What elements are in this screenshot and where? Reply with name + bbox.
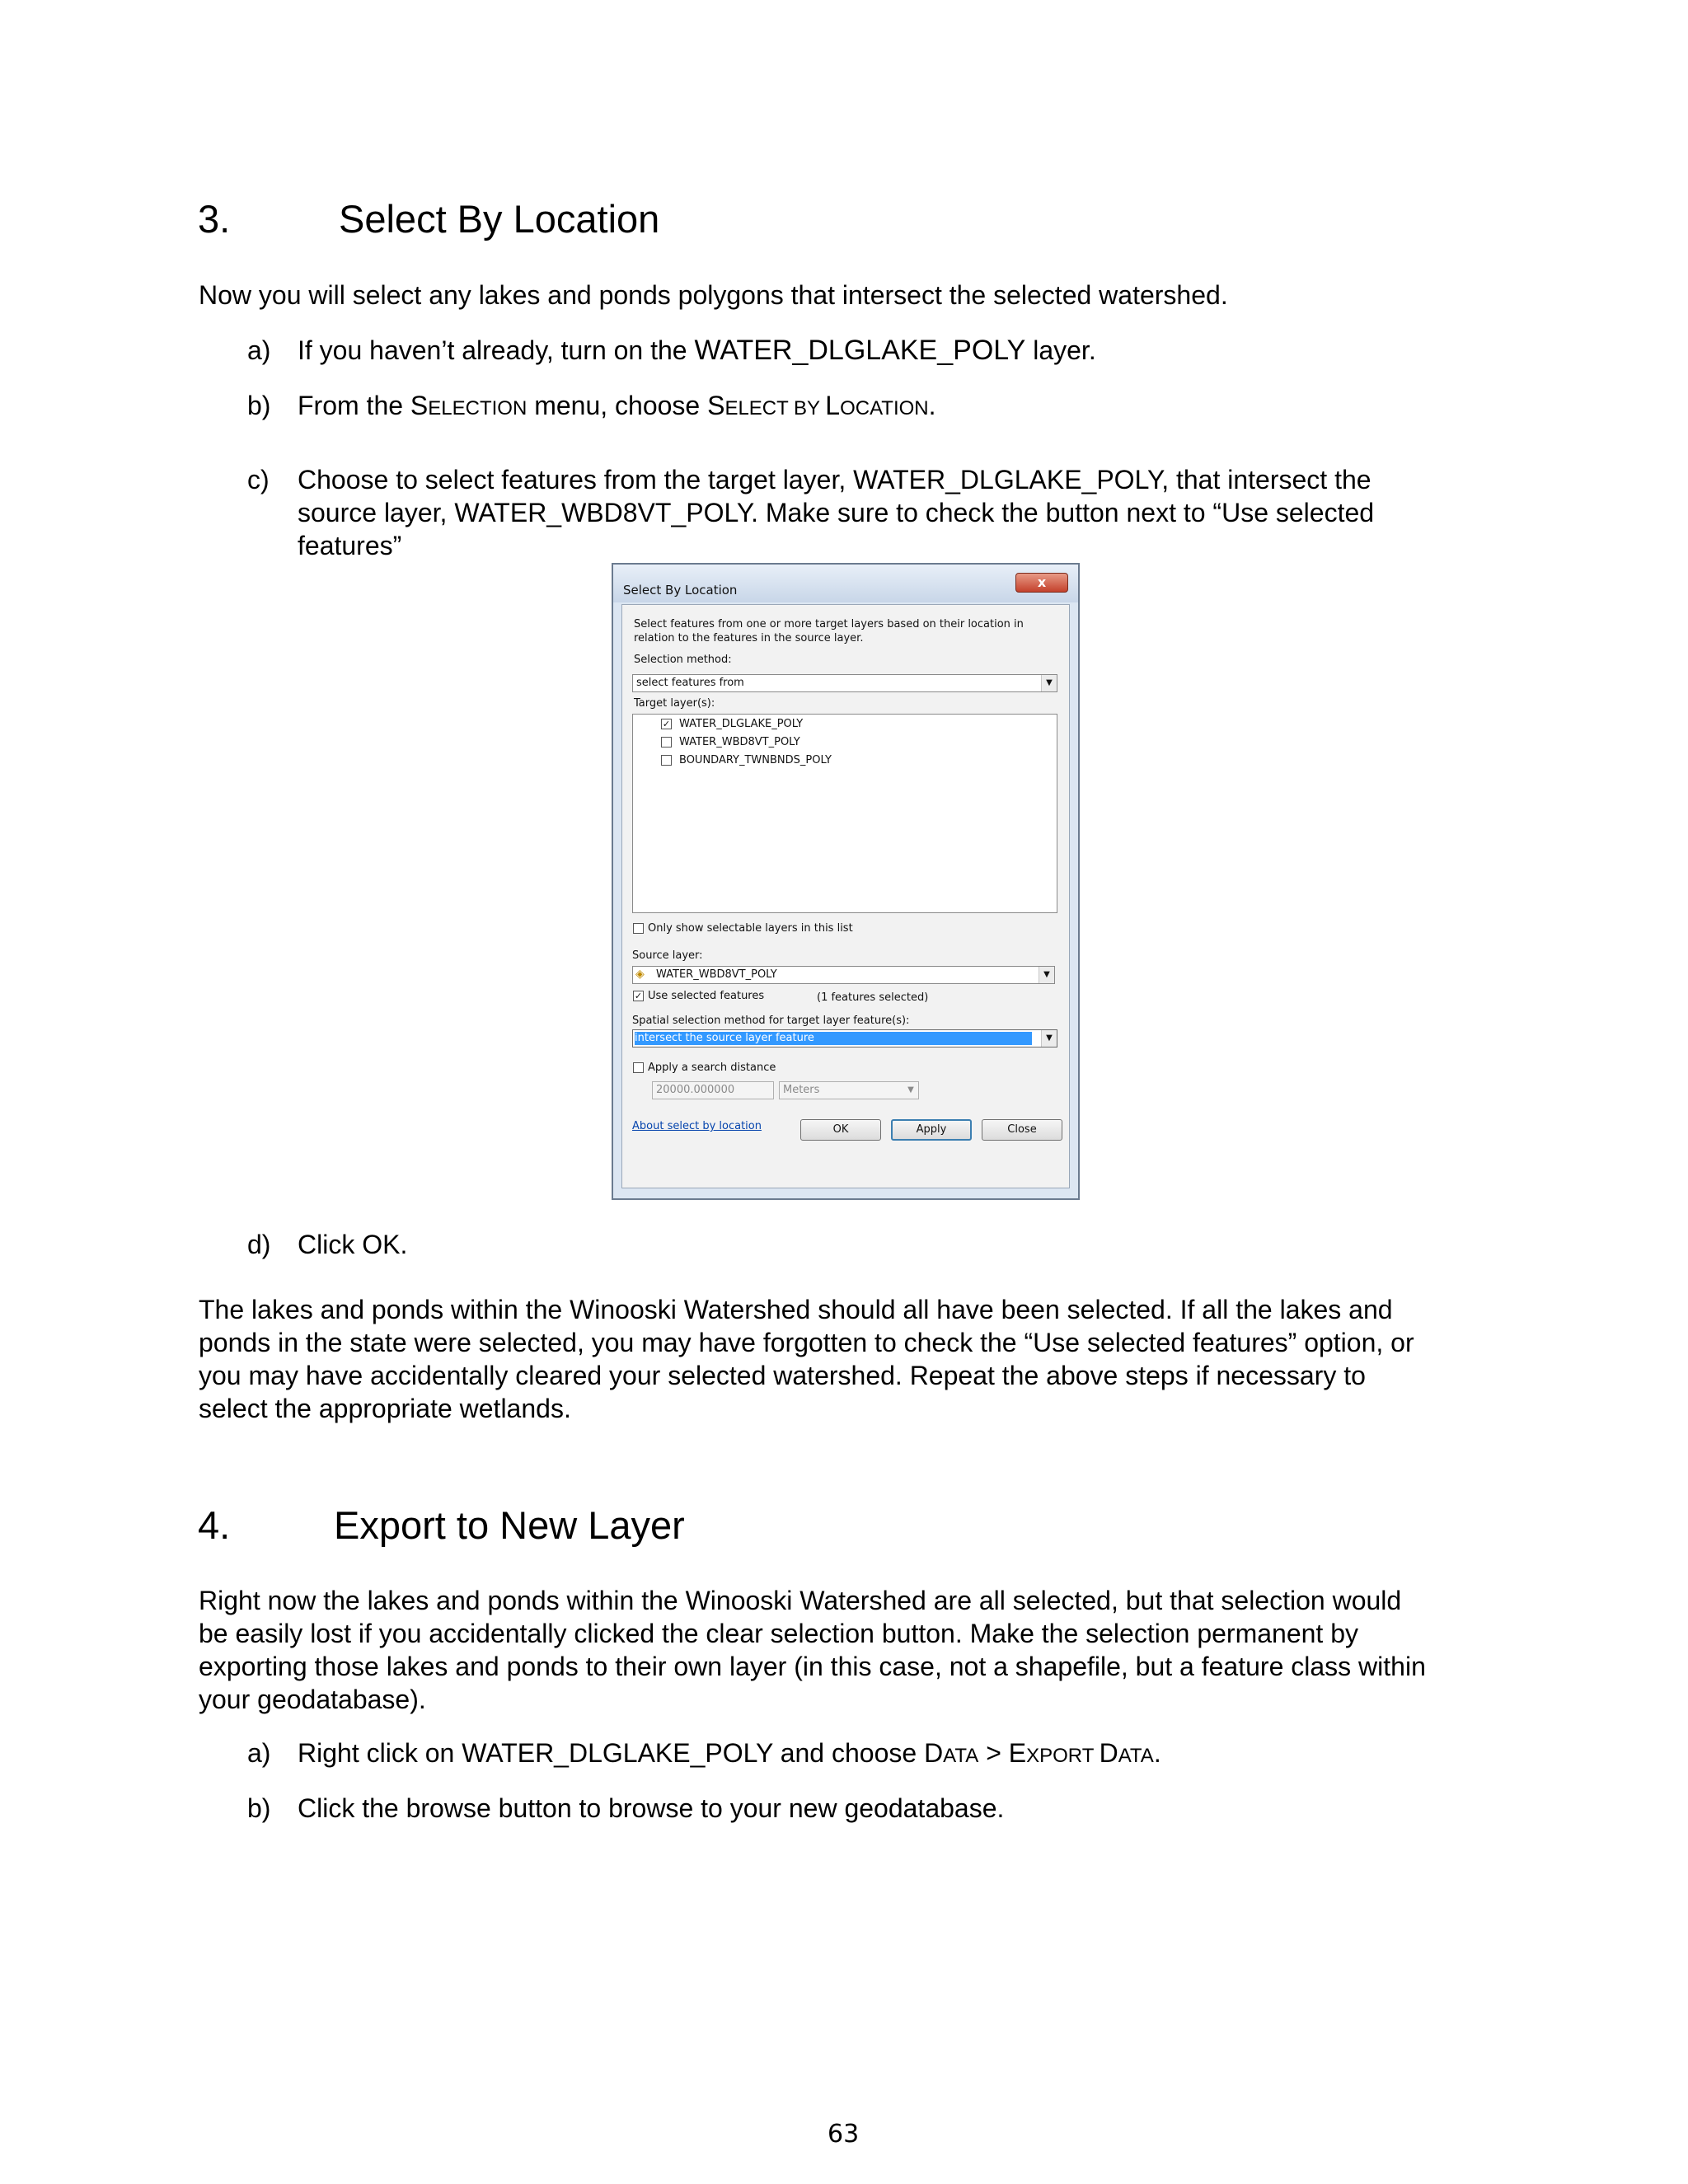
target-layers-list[interactable] — [632, 714, 1057, 913]
step-4a-text: Right click on WATER_DLGLAKE_POLY and choose DATA > EXPORT DATA. — [298, 1738, 1161, 1768]
section-4-number: 4. — [198, 1503, 231, 1547]
use-selected-features-checkbox[interactable]: ✓ — [634, 991, 643, 1001]
close-button[interactable]: Close — [982, 1119, 1062, 1141]
section-4-intro-line-2: be easily lost if you accidentally clicked the clear selection button. Make the selection permanent by — [199, 1619, 1358, 1648]
chevron-down-icon: ▼ — [1041, 1030, 1057, 1047]
dialog-description-line-2: relation to the features in the source layer. — [634, 632, 864, 644]
section-3-closing-line-1: The lakes and ponds within the Winooski Watershed should all have been selected. If all the lakes and — [199, 1295, 1393, 1324]
features-selected-count: (1 features selected) — [817, 991, 929, 1004]
spatial-method-select[interactable] — [632, 1029, 1057, 1047]
target-layer-checkbox[interactable] — [661, 755, 672, 766]
about-select-by-location-link[interactable]: About select by location — [632, 1120, 762, 1132]
step-3a-letter: a) — [247, 335, 271, 365]
target-layer-label: WATER_WBD8VT_POLY — [679, 736, 800, 748]
step-4b-text: Click the browse button to browse to your new geodatabase. — [298, 1793, 1005, 1823]
source-layer-value: WATER_WBD8VT_POLY — [656, 968, 777, 981]
dialog-titlebar — [613, 565, 1078, 602]
step-3d-text: Click OK. — [298, 1230, 408, 1259]
step-3c-line-2: source layer, WATER_WBD8VT_POLY. Make sure to check the button next to “Use selected — [298, 498, 1375, 527]
step-3b-text: From the SELECTION menu, choose SELECT BY LOCATION. — [298, 391, 936, 420]
only-selectable-label: Only show selectable layers in this list — [648, 922, 853, 935]
spatial-method-label: Spatial selection method for target layer feature(s): — [632, 1015, 910, 1027]
target-layers-label: Target layer(s): — [634, 697, 715, 710]
select-by-location-dialog — [612, 563, 1080, 1200]
step-3a-text: If you haven’t already, turn on the WATER_DLGLAKE_POLY layer. — [298, 335, 1096, 366]
step-3c-line-1: Choose to select features from the target layer, WATER_DLGLAKE_POLY, that intersect the — [298, 465, 1372, 494]
dialog-title: Select By Location — [623, 583, 738, 598]
selection-method-value: select features from — [636, 677, 744, 689]
page-number: 63 — [828, 2120, 860, 2149]
chevron-down-icon: ▼ — [1041, 675, 1057, 691]
target-layer-checkbox[interactable] — [661, 737, 672, 748]
section-3-closing-line-2: ponds in the state were selected, you may have forgotten to check the “Use selected features” option, or — [199, 1328, 1414, 1357]
step-4b-letter: b) — [247, 1793, 271, 1823]
source-layer-select[interactable] — [632, 966, 1055, 984]
step-4a-letter: a) — [247, 1738, 271, 1768]
source-layer-label: Source layer: — [632, 949, 703, 962]
section-3-closing-line-4: select the appropriate wetlands. — [199, 1394, 571, 1423]
search-distance-label: Apply a search distance — [648, 1062, 776, 1074]
step-3b-letter: b) — [247, 391, 271, 420]
spatial-method-value: intersect the source layer feature — [635, 1032, 1032, 1045]
step-3c-letter: c) — [247, 465, 270, 494]
selection-method-select[interactable] — [632, 674, 1057, 692]
ok-button[interactable]: OK — [800, 1119, 881, 1141]
section-3-closing-line-3: you may have accidentally cleared your selected watershed. Repeat the above steps if necessary to — [199, 1361, 1366, 1390]
section-4-intro-line-3: exporting those lakes and ponds to their own layer (in this case, not a shapefile, but a feature class within — [199, 1652, 1426, 1681]
chevron-down-icon: ▼ — [907, 1085, 914, 1094]
target-layer-label: WATER_DLGLAKE_POLY — [679, 718, 804, 730]
step-3c-line-3: features” — [298, 531, 402, 560]
section-3-title: Select By Location — [339, 197, 660, 241]
step-3d-letter: d) — [247, 1230, 271, 1259]
section-3-number: 3. — [198, 197, 231, 241]
chevron-down-icon: ▼ — [1039, 967, 1054, 983]
layer-polygon-icon: ◈ — [635, 968, 645, 981]
section-4-intro-line-1: Right now the lakes and ponds within the Winooski Watershed are all selected, but that selection would — [199, 1586, 1402, 1615]
section-4-title: Export to New Layer — [334, 1503, 685, 1547]
only-selectable-checkbox[interactable] — [633, 923, 644, 934]
search-distance-checkbox[interactable] — [633, 1062, 644, 1073]
selection-method-label: Selection method: — [634, 654, 732, 666]
dialog-description-line-1: Select features from one or more target layers based on their location in — [634, 618, 1024, 630]
dialog-close-x-button[interactable]: x — [1015, 573, 1068, 593]
distance-units-value: Meters — [783, 1084, 820, 1096]
distance-value: 20000.000000 — [656, 1084, 735, 1096]
section-4-intro-line-4: your geodatabase). — [199, 1685, 426, 1714]
target-layer-checkbox-checked[interactable]: ✓ — [662, 719, 671, 729]
use-selected-features-label: Use selected features — [648, 990, 765, 1002]
apply-button[interactable]: Apply — [891, 1119, 972, 1141]
dialog-client-area — [621, 604, 1070, 1188]
distance-units-select[interactable] — [779, 1081, 919, 1099]
distance-input[interactable] — [652, 1081, 774, 1099]
section-3-intro: Now you will select any lakes and ponds polygons that intersect the selected watershed. — [199, 280, 1228, 310]
target-layer-label: BOUNDARY_TWNBNDS_POLY — [679, 754, 832, 766]
